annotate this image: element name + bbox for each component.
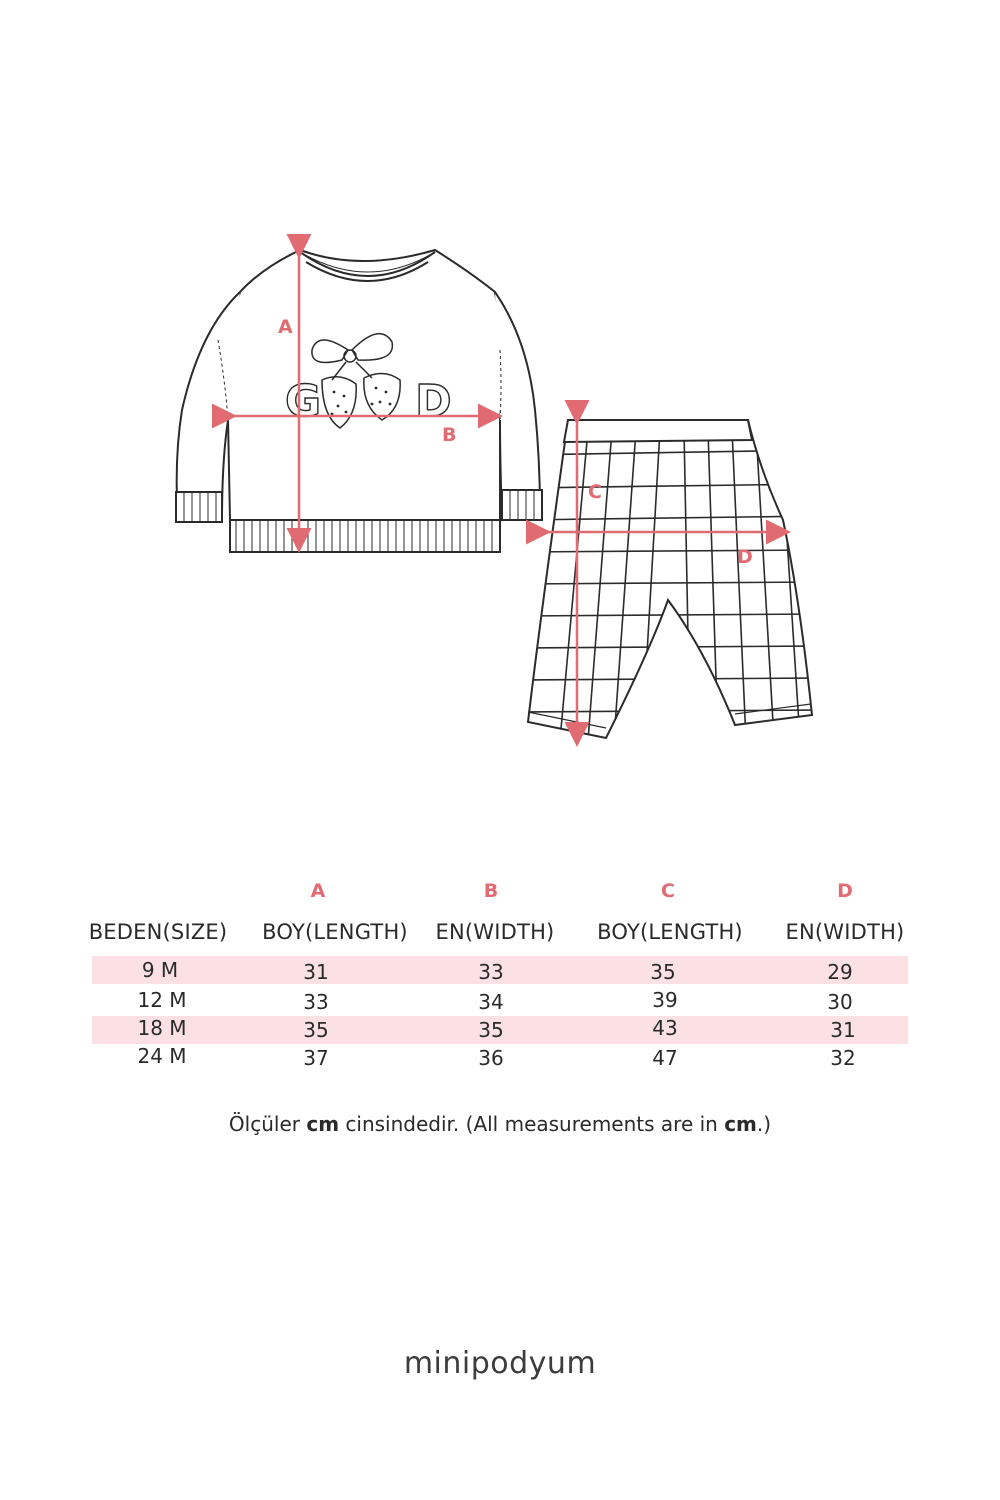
- cell-a: 33: [303, 990, 329, 1014]
- header-length-c: BOY(LENGTH): [597, 920, 743, 944]
- cell-b: 34: [478, 990, 504, 1014]
- note-text-1: Ölçüler: [228, 1112, 307, 1136]
- measure-label-d: D: [737, 546, 753, 568]
- brand-logo: minipodyum: [403, 1346, 597, 1381]
- column-letter-c: C: [661, 880, 675, 902]
- measure-label-a: A: [278, 316, 293, 338]
- cell-b: 33: [478, 960, 504, 984]
- header-length-a: BOY(LENGTH): [262, 920, 408, 944]
- measure-label-c: C: [588, 481, 602, 503]
- measure-label-b: B: [442, 424, 457, 446]
- cell-d: 29: [827, 960, 853, 984]
- column-letter-d: D: [837, 880, 853, 902]
- cell-size: 12 M: [137, 988, 187, 1012]
- cell-c: 43: [652, 1016, 678, 1040]
- cell-b: 35: [478, 1018, 504, 1042]
- note-unit-1: cm: [306, 1112, 340, 1136]
- header-width-b: EN(WIDTH): [435, 920, 555, 944]
- column-letter-b: B: [483, 880, 499, 902]
- note-text-2: cinsindedir. (All measurements are in: [339, 1112, 725, 1136]
- cell-size: 18 M: [137, 1016, 187, 1040]
- cell-d: 31: [830, 1018, 856, 1042]
- cell-c: 47: [652, 1046, 678, 1070]
- header-size: BEDEN(SIZE): [88, 920, 228, 944]
- sweatshirt-drawing: [176, 250, 542, 552]
- cell-b: 36: [478, 1046, 504, 1070]
- note-unit-2: cm: [724, 1112, 757, 1136]
- measurement-note: [0, 1112, 1000, 1136]
- cell-d: 32: [830, 1046, 856, 1070]
- pants-drawing: [520, 420, 820, 740]
- print-text: G D: [285, 376, 452, 427]
- cell-a: 35: [303, 1018, 329, 1042]
- header-width-d: EN(WIDTH): [785, 920, 905, 944]
- cell-d: 30: [827, 990, 853, 1014]
- cell-c: 35: [650, 960, 676, 984]
- cell-size: 24 M: [137, 1044, 187, 1068]
- column-letter-a: A: [310, 880, 326, 902]
- cell-size: 9 M: [141, 958, 179, 982]
- cell-c: 39: [652, 988, 678, 1012]
- note-text-3: .): [756, 1112, 772, 1136]
- cell-a: 31: [303, 960, 329, 984]
- cell-a: 37: [303, 1046, 329, 1070]
